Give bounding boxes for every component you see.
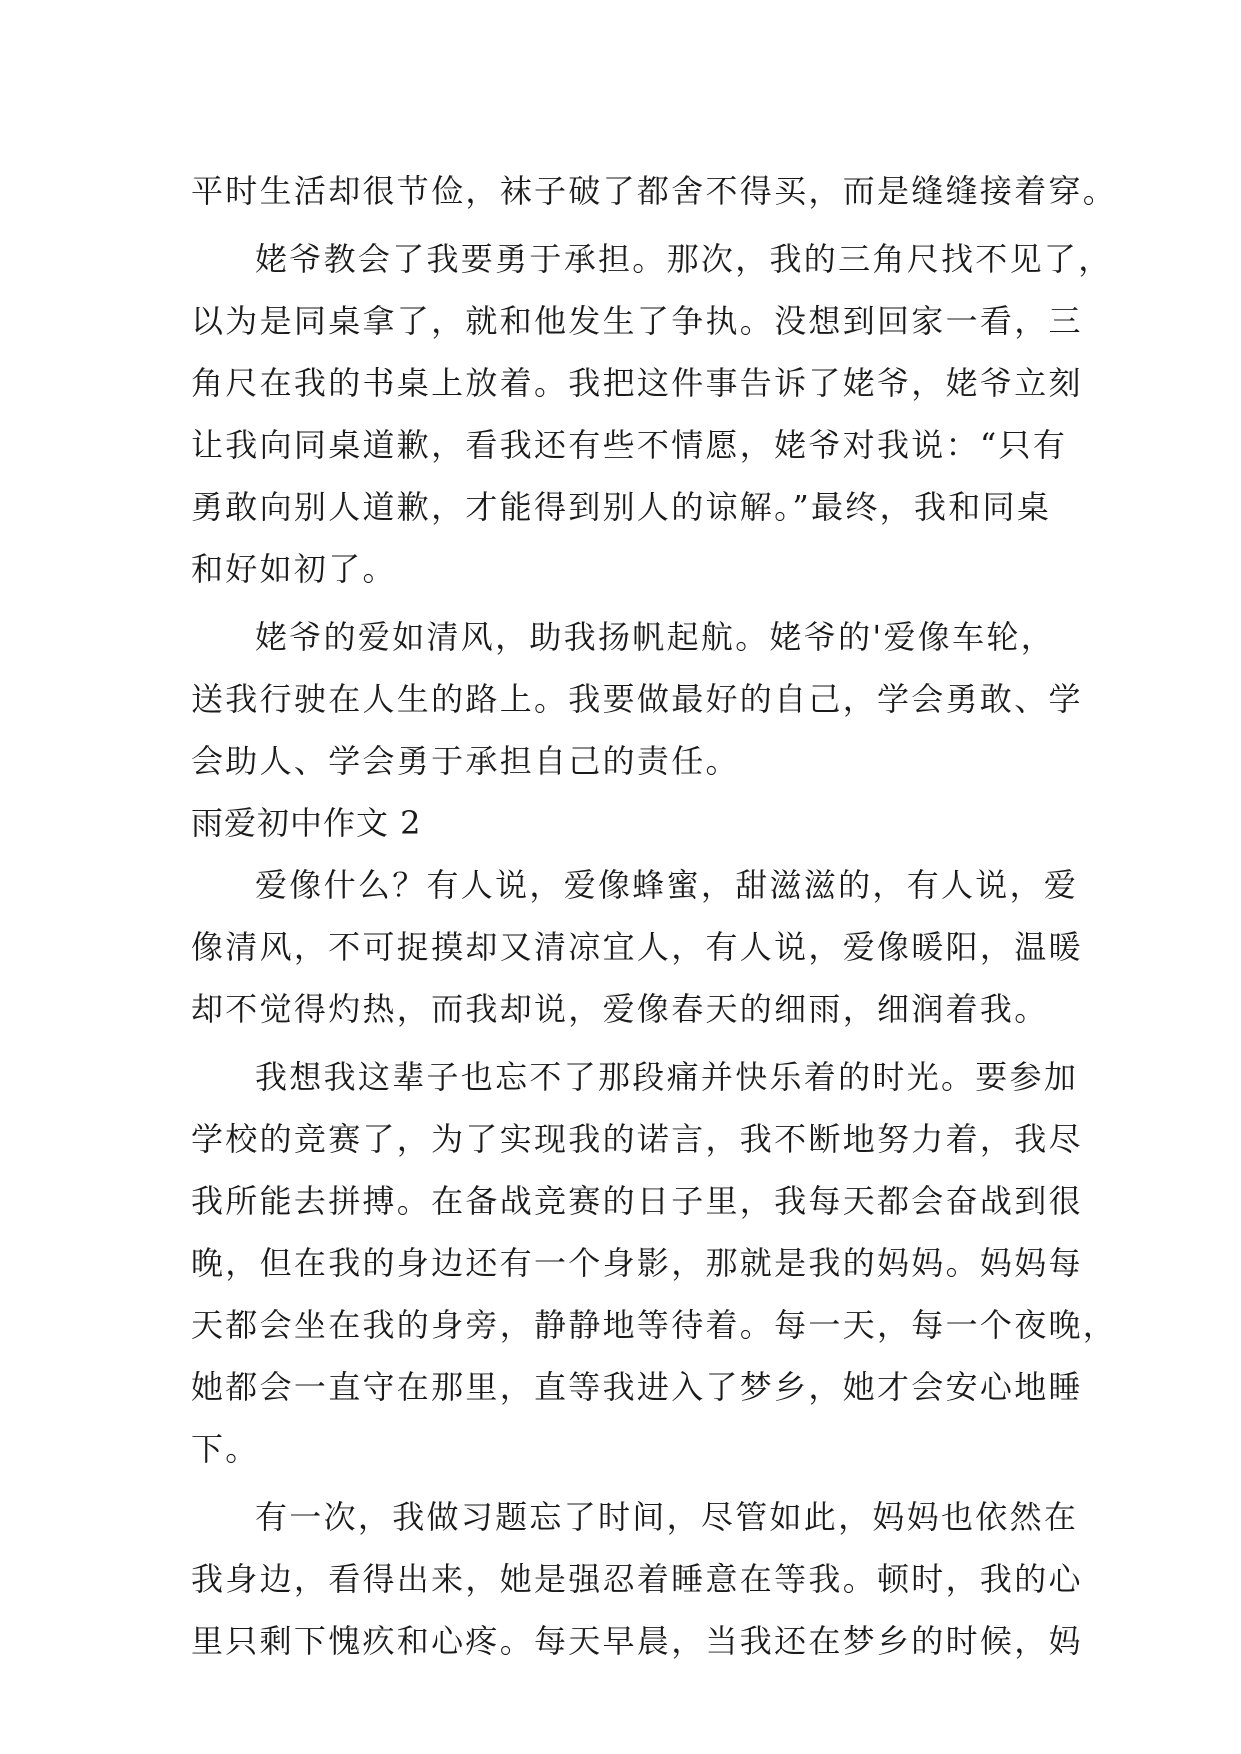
text-line: 天都会坐在我的身旁，静静地等待着。每一天，每一个夜晚，: [191, 1306, 1118, 1344]
text-line: 姥爷教会了我要勇于承担。那次，我的三角尺找不见了，: [255, 240, 1113, 278]
text-line: 送我行驶在人生的路上。我要做最好的自己，学会勇敢、学: [191, 680, 1083, 718]
text-line: 下。: [191, 1430, 260, 1468]
text-line: 爱像什么？有人说，爱像蜂蜜，甜滋滋的，有人说，爱: [255, 866, 1079, 904]
text-line: 让我向同桌道歉，看我还有些不情愿，姥爷对我说：“只有: [191, 426, 1068, 464]
text-line: 里只剩下愧疚和心疼。每天早晨，当我还在梦乡的时候，妈: [191, 1622, 1083, 1660]
text-line: 姥爷的爱如清风，助我扬帆起航。姥爷的'爱像车轮，: [255, 618, 1055, 656]
text-line: 以为是同桌拿了，就和他发生了争执。没想到回家一看，三: [191, 302, 1083, 340]
text-line: 学校的竞赛了，为了实现我的诺言，我不断地努力着，我尽: [191, 1120, 1083, 1158]
text-line: 我想我这辈子也忘不了那段痛并快乐着的时光。要参加: [255, 1058, 1079, 1096]
text-line: 我身边，看得出来，她是强忍着睡意在等我。顿时，我的心: [191, 1560, 1083, 1598]
text-line: 平时生活却很节俭，袜子破了都舍不得买，而是缝缝接着穿。: [191, 172, 1118, 210]
section-heading: 雨爱初中作文 2: [191, 804, 422, 842]
text-line: 她都会一直守在那里，直等我进入了梦乡，她才会安心地睡: [191, 1368, 1083, 1406]
text-line: 却不觉得灼热，而我却说，爱像春天的细雨，细润着我。: [191, 990, 1049, 1028]
text-line: 像清风，不可捉摸却又清凉宜人，有人说，爱像暖阳，温暖: [191, 928, 1083, 966]
text-line: 有一次，我做习题忘了时间，尽管如此，妈妈也依然在: [255, 1498, 1079, 1536]
text-line: 和好如初了。: [191, 550, 397, 588]
text-line: 会助人、学会勇于承担自己的责任。: [191, 742, 740, 780]
text-line: 晚，但在我的身边还有一个身影，那就是我的妈妈。妈妈每: [191, 1244, 1083, 1282]
text-line: 勇敢向别人道歉，才能得到别人的谅解。”最终，我和同桌: [191, 488, 1052, 526]
text-line: 角尺在我的书桌上放着。我把这件事告诉了姥爷，姥爷立刻: [191, 364, 1083, 402]
document-page: [191, 160, 1118, 1672]
text-line: 我所能去拼搏。在备战竞赛的日子里，我每天都会奋战到很: [191, 1182, 1083, 1220]
